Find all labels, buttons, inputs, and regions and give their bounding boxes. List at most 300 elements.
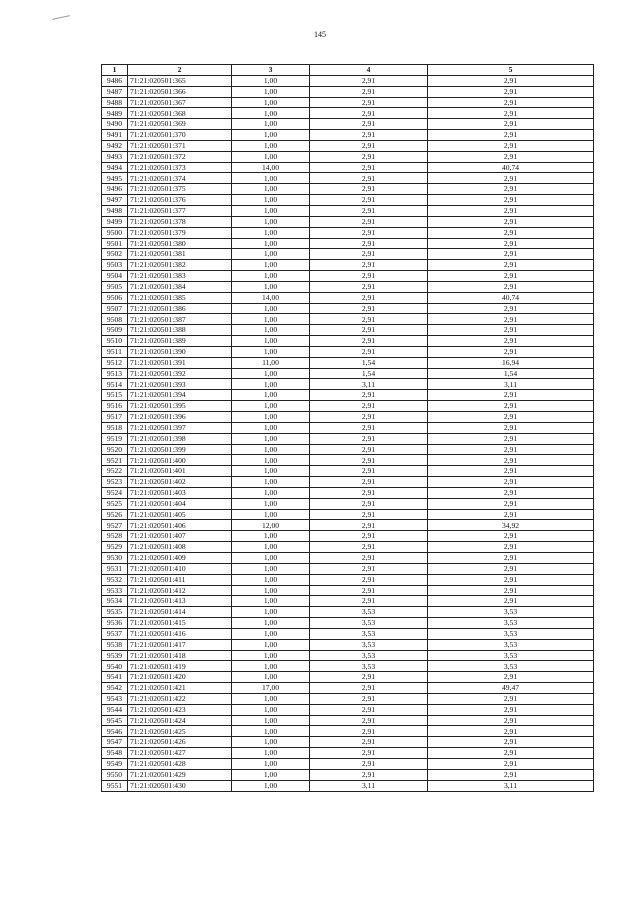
rate-cell: 2,91 [310,520,428,531]
quantity-cell: 1,00 [232,596,310,607]
row-number-cell: 9511 [102,346,128,357]
rate-cell: 3,53 [310,650,428,661]
quantity-cell: 1,00 [232,346,310,357]
rate-cell: 2,91 [310,704,428,715]
row-number-cell: 9486 [102,75,128,86]
rate-cell: 2,91 [310,346,428,357]
cadastral-number-cell: 71:21:020501:385 [128,292,232,303]
table-row [102,661,594,672]
rate-cell: 2,91 [310,759,428,770]
table-row [102,281,594,292]
rate-cell: 2,91 [310,498,428,509]
cadastral-number-cell: 71:21:020501:411 [128,574,232,585]
quantity-cell: 1,00 [232,260,310,271]
total-cell: 2,91 [428,205,594,216]
quantity-cell: 1,00 [232,281,310,292]
quantity-cell: 1,00 [232,184,310,195]
table-row [102,162,594,173]
cadastral-number-cell: 71:21:020501:373 [128,162,232,173]
quantity-cell: 1,00 [232,509,310,520]
quantity-cell: 1,00 [232,498,310,509]
quantity-cell: 1,00 [232,715,310,726]
total-cell: 2,91 [428,769,594,780]
cadastral-number-cell: 71:21:020501:416 [128,628,232,639]
cadastral-number-cell: 71:21:020501:425 [128,726,232,737]
cadastral-number-cell: 71:21:020501:397 [128,422,232,433]
row-number-cell: 9501 [102,238,128,249]
quantity-cell: 1,00 [232,477,310,488]
cadastral-number-cell: 71:21:020501:419 [128,661,232,672]
cadastral-number-cell: 71:21:020501:393 [128,379,232,390]
row-number-cell: 9487 [102,86,128,97]
total-cell: 2,91 [428,151,594,162]
cadastral-number-cell: 71:21:020501:428 [128,759,232,770]
cadastral-number-cell: 71:21:020501:399 [128,444,232,455]
table-row [102,477,594,488]
table-row [102,401,594,412]
total-cell: 2,91 [428,401,594,412]
quantity-cell: 1,00 [232,86,310,97]
table-row [102,455,594,466]
table-row [102,336,594,347]
table-header-row [102,65,594,76]
rate-cell: 2,91 [310,97,428,108]
row-number-cell: 9531 [102,563,128,574]
row-number-cell: 9537 [102,628,128,639]
row-number-cell: 9509 [102,325,128,336]
row-number-cell: 9550 [102,769,128,780]
rate-cell: 2,91 [310,249,428,260]
row-number-cell: 9513 [102,368,128,379]
row-number-cell: 9495 [102,173,128,184]
row-number-cell: 9545 [102,715,128,726]
quantity-cell: 1,00 [232,552,310,563]
quantity-cell: 1,00 [232,97,310,108]
cadastral-number-cell: 71:21:020501:423 [128,704,232,715]
rate-cell: 3,53 [310,628,428,639]
total-cell: 2,91 [428,531,594,542]
total-cell: 2,91 [428,130,594,141]
rate-cell: 2,91 [310,748,428,759]
rate-cell: 3,53 [310,618,428,629]
row-number-cell: 9533 [102,585,128,596]
row-number-cell: 9503 [102,260,128,271]
rate-cell: 2,91 [310,672,428,683]
table-row [102,487,594,498]
rate-cell: 2,91 [310,216,428,227]
quantity-cell: 14,00 [232,162,310,173]
rate-cell: 2,91 [310,162,428,173]
row-number-cell: 9502 [102,249,128,260]
cadastral-number-cell: 71:21:020501:374 [128,173,232,184]
cadastral-number-cell: 71:21:020501:376 [128,195,232,206]
rate-cell: 2,91 [310,205,428,216]
total-cell: 2,91 [428,303,594,314]
table-row [102,238,594,249]
rate-cell: 2,91 [310,401,428,412]
cadastral-number-cell: 71:21:020501:394 [128,390,232,401]
cadastral-number-cell: 71:21:020501:410 [128,563,232,574]
cadastral-number-cell: 71:21:020501:370 [128,130,232,141]
quantity-cell: 1,00 [232,401,310,412]
table-row [102,509,594,520]
total-cell: 2,91 [428,86,594,97]
row-number-cell: 9532 [102,574,128,585]
rate-cell: 2,91 [310,693,428,704]
rate-cell: 2,91 [310,715,428,726]
quantity-cell: 1,00 [232,704,310,715]
quantity-cell: 1,00 [232,108,310,119]
row-number-cell: 9490 [102,119,128,130]
cadastral-number-cell: 71:21:020501:414 [128,607,232,618]
rate-cell: 2,91 [310,292,428,303]
total-cell: 2,91 [428,433,594,444]
table-row [102,140,594,151]
cadastral-number-cell: 71:21:020501:384 [128,281,232,292]
quantity-cell: 1,00 [232,618,310,629]
cadastral-number-cell: 71:21:020501:422 [128,693,232,704]
rate-cell: 2,91 [310,227,428,238]
table-row [102,97,594,108]
row-number-cell: 9547 [102,737,128,748]
total-cell: 2,91 [428,759,594,770]
row-number-cell: 9541 [102,672,128,683]
rate-cell: 2,91 [310,552,428,563]
rate-cell: 2,91 [310,119,428,130]
cadastral-number-cell: 71:21:020501:372 [128,151,232,162]
total-cell: 2,91 [428,281,594,292]
total-cell: 2,91 [428,422,594,433]
row-number-cell: 9496 [102,184,128,195]
total-cell: 2,91 [428,596,594,607]
row-number-cell: 9494 [102,162,128,173]
quantity-cell: 1,00 [232,422,310,433]
total-cell: 2,91 [428,97,594,108]
cadastral-number-cell: 71:21:020501:420 [128,672,232,683]
cadastral-number-cell: 71:21:020501:396 [128,412,232,423]
table-row [102,346,594,357]
row-number-cell: 9536 [102,618,128,629]
quantity-cell: 1,00 [232,661,310,672]
table-row [102,650,594,661]
quantity-cell: 14,00 [232,292,310,303]
total-cell: 49,47 [428,683,594,694]
row-number-cell: 9515 [102,390,128,401]
cadastral-number-cell: 71:21:020501:391 [128,357,232,368]
row-number-cell: 9538 [102,639,128,650]
cadastral-number-cell: 71:21:020501:378 [128,216,232,227]
table-row [102,260,594,271]
row-number-cell: 9504 [102,271,128,282]
total-cell: 1,54 [428,368,594,379]
table-row [102,314,594,325]
cadastral-number-cell: 71:21:020501:426 [128,737,232,748]
table-row [102,227,594,238]
quantity-cell: 1,00 [232,585,310,596]
row-number-cell: 9520 [102,444,128,455]
quantity-cell: 1,00 [232,563,310,574]
total-cell: 2,91 [428,455,594,466]
quantity-cell: 1,00 [232,314,310,325]
row-number-cell: 9543 [102,693,128,704]
table-row [102,216,594,227]
row-number-cell: 9524 [102,487,128,498]
table-row [102,759,594,770]
row-number-cell: 9535 [102,607,128,618]
table-row [102,693,594,704]
rate-cell: 2,91 [310,86,428,97]
scan-artifact-mark [52,15,70,20]
table-row [102,769,594,780]
row-number-cell: 9526 [102,509,128,520]
rate-cell: 2,91 [310,238,428,249]
table-row [102,108,594,119]
quantity-cell: 1,00 [232,466,310,477]
table-row [102,119,594,130]
quantity-cell: 1,00 [232,748,310,759]
cadastral-number-cell: 71:21:020501:415 [128,618,232,629]
row-number-cell: 9500 [102,227,128,238]
quantity-cell: 1,00 [232,412,310,423]
row-number-cell: 9516 [102,401,128,412]
quantity-cell: 1,00 [232,238,310,249]
total-cell: 2,91 [428,693,594,704]
total-cell: 2,91 [428,563,594,574]
quantity-cell: 1,00 [232,390,310,401]
quantity-cell: 1,00 [232,769,310,780]
rate-cell: 2,91 [310,737,428,748]
total-cell: 2,91 [428,412,594,423]
total-cell: 2,91 [428,704,594,715]
quantity-cell: 1,00 [232,336,310,347]
table-row [102,748,594,759]
cadastral-number-cell: 71:21:020501:379 [128,227,232,238]
table-row [102,130,594,141]
row-number-cell: 9525 [102,498,128,509]
cadastral-number-cell: 71:21:020501:369 [128,119,232,130]
quantity-cell: 1,00 [232,151,310,162]
quantity-cell: 1,00 [232,271,310,282]
total-cell: 3,53 [428,650,594,661]
quantity-cell: 1,00 [232,531,310,542]
total-cell: 2,91 [428,140,594,151]
quantity-cell: 1,00 [232,444,310,455]
rate-cell: 2,91 [310,281,428,292]
total-cell: 2,91 [428,173,594,184]
table-row [102,672,594,683]
table-row [102,303,594,314]
row-number-cell: 9534 [102,596,128,607]
cadastral-number-cell: 71:21:020501:412 [128,585,232,596]
rate-cell: 2,91 [310,563,428,574]
quantity-cell: 1,00 [232,119,310,130]
rate-cell: 2,91 [310,683,428,694]
cadastral-number-cell: 71:21:020501:404 [128,498,232,509]
cadastral-number-cell: 71:21:020501:365 [128,75,232,86]
total-cell: 2,91 [428,585,594,596]
rate-cell: 2,91 [310,195,428,206]
quantity-cell: 1,00 [232,650,310,661]
total-cell: 2,91 [428,477,594,488]
rate-cell: 3,11 [310,780,428,791]
table-row [102,585,594,596]
table-row [102,422,594,433]
cadastral-number-cell: 71:21:020501:430 [128,780,232,791]
cadastral-number-cell: 71:21:020501:407 [128,531,232,542]
total-cell: 2,91 [428,346,594,357]
total-cell: 2,91 [428,249,594,260]
row-number-cell: 9518 [102,422,128,433]
quantity-cell: 1,00 [232,759,310,770]
cadastral-number-cell: 71:21:020501:389 [128,336,232,347]
cadastral-number-cell: 71:21:020501:424 [128,715,232,726]
rate-cell: 2,91 [310,422,428,433]
total-cell: 3,53 [428,607,594,618]
total-cell: 2,91 [428,238,594,249]
header-cell-2: 2 [128,65,232,76]
table-row [102,780,594,791]
cadastral-number-cell: 71:21:020501:417 [128,639,232,650]
total-cell: 2,91 [428,390,594,401]
header-cell-4: 4 [310,65,428,76]
total-cell: 2,91 [428,216,594,227]
total-cell: 2,91 [428,184,594,195]
total-cell: 2,91 [428,325,594,336]
rate-cell: 2,91 [310,314,428,325]
table-row [102,195,594,206]
total-cell: 2,91 [428,271,594,282]
quantity-cell: 1,00 [232,487,310,498]
rate-cell: 2,91 [310,542,428,553]
row-number-cell: 9539 [102,650,128,661]
rate-cell: 2,91 [310,184,428,195]
total-cell: 2,91 [428,552,594,563]
table-row [102,412,594,423]
quantity-cell: 1,00 [232,379,310,390]
quantity-cell: 12,00 [232,520,310,531]
total-cell: 3,53 [428,661,594,672]
table-row [102,271,594,282]
table-row [102,390,594,401]
cadastral-number-cell: 71:21:020501:409 [128,552,232,563]
table-row [102,683,594,694]
table-row [102,292,594,303]
total-cell: 2,91 [428,75,594,86]
total-cell: 2,91 [428,108,594,119]
table-row [102,704,594,715]
quantity-cell: 1,00 [232,227,310,238]
total-cell: 16,94 [428,357,594,368]
total-cell: 2,91 [428,119,594,130]
total-cell: 2,91 [428,509,594,520]
row-number-cell: 9512 [102,357,128,368]
table-row [102,628,594,639]
row-number-cell: 9489 [102,108,128,119]
rate-cell: 2,91 [310,531,428,542]
rate-cell: 2,91 [310,585,428,596]
quantity-cell: 1,00 [232,195,310,206]
rate-cell: 2,91 [310,412,428,423]
rate-cell: 2,91 [310,75,428,86]
row-number-cell: 9506 [102,292,128,303]
quantity-cell: 1,00 [232,455,310,466]
table-row [102,607,594,618]
header-cell-5: 5 [428,65,594,76]
total-cell: 2,91 [428,737,594,748]
quantity-cell: 1,00 [232,607,310,618]
row-number-cell: 9530 [102,552,128,563]
quantity-cell: 1,00 [232,130,310,141]
rate-cell: 2,91 [310,303,428,314]
table-row [102,75,594,86]
rate-cell: 2,91 [310,769,428,780]
table-row [102,249,594,260]
rate-cell: 2,91 [310,487,428,498]
quantity-cell: 1,00 [232,542,310,553]
row-number-cell: 9508 [102,314,128,325]
cadastral-number-cell: 71:21:020501:421 [128,683,232,694]
rate-cell: 2,91 [310,509,428,520]
quantity-cell: 1,00 [232,726,310,737]
row-number-cell: 9492 [102,140,128,151]
total-cell: 2,91 [428,336,594,347]
cadastral-number-cell: 71:21:020501:380 [128,238,232,249]
quantity-cell: 1,00 [232,140,310,151]
row-number-cell: 9498 [102,205,128,216]
row-number-cell: 9544 [102,704,128,715]
row-number-cell: 9488 [102,97,128,108]
cadastral-number-cell: 71:21:020501:381 [128,249,232,260]
cadastral-number-cell: 71:21:020501:400 [128,455,232,466]
header-cell-1: 1 [102,65,128,76]
cadastral-number-cell: 71:21:020501:413 [128,596,232,607]
rate-cell: 2,91 [310,444,428,455]
row-number-cell: 9505 [102,281,128,292]
row-number-cell: 9493 [102,151,128,162]
cadastral-number-cell: 71:21:020501:367 [128,97,232,108]
table-row [102,596,594,607]
row-number-cell: 9517 [102,412,128,423]
total-cell: 2,91 [428,498,594,509]
cadastral-number-cell: 71:21:020501:377 [128,205,232,216]
row-number-cell: 9542 [102,683,128,694]
row-number-cell: 9548 [102,748,128,759]
quantity-cell: 1,00 [232,737,310,748]
row-number-cell: 9528 [102,531,128,542]
total-cell: 2,91 [428,542,594,553]
cadastral-number-cell: 71:21:020501:386 [128,303,232,314]
quantity-cell: 1,00 [232,249,310,260]
total-cell: 3,53 [428,639,594,650]
table-row [102,325,594,336]
row-number-cell: 9540 [102,661,128,672]
cadastral-number-cell: 71:21:020501:403 [128,487,232,498]
cadastral-number-cell: 71:21:020501:406 [128,520,232,531]
cadastral-number-cell: 71:21:020501:388 [128,325,232,336]
cadastral-number-cell: 71:21:020501:390 [128,346,232,357]
total-cell: 3,11 [428,780,594,791]
total-cell: 3,53 [428,618,594,629]
rate-cell: 2,91 [310,574,428,585]
total-cell: 40,74 [428,292,594,303]
table-row [102,433,594,444]
cadastral-number-cell: 71:21:020501:395 [128,401,232,412]
table-row [102,726,594,737]
cadastral-number-cell: 71:21:020501:387 [128,314,232,325]
quantity-cell: 1,00 [232,173,310,184]
quantity-cell: 1,00 [232,628,310,639]
rate-cell: 3,11 [310,379,428,390]
